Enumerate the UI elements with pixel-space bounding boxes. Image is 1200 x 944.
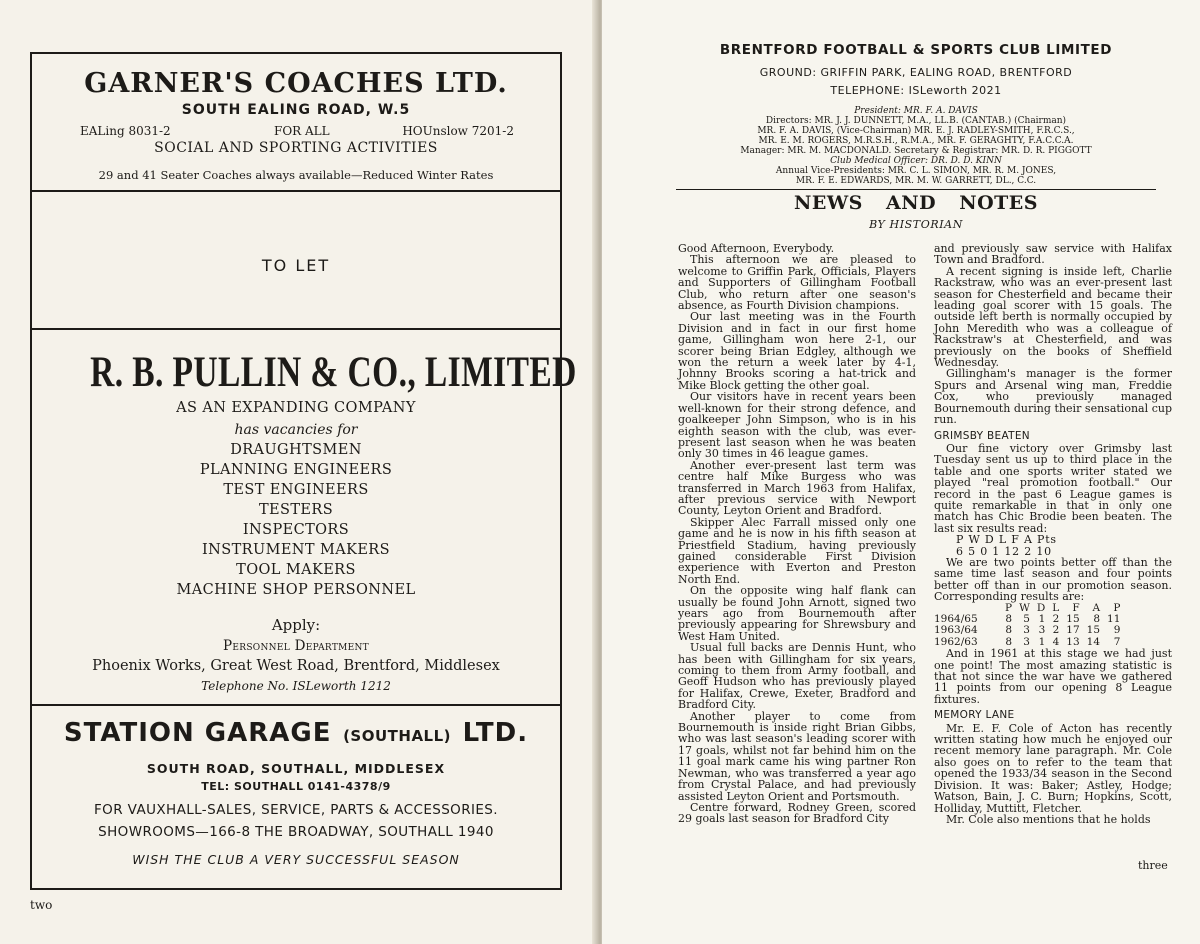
header-divider <box>676 189 1156 190</box>
results-cell: 2 <box>1052 613 1060 625</box>
pullin-title: R. B. PULLIN & CO., LIMITED <box>90 349 577 396</box>
official-line: MR. E. M. ROGERS, M.R.S.H., R.M.A., MR. F. GERAGHTY, F.A.C.C.A. <box>758 136 1074 146</box>
results-cell: 11 <box>1107 613 1121 625</box>
station-title-a: STATION GARAGE <box>63 718 332 748</box>
last-six-header: P W D L F A Pts <box>956 533 1057 547</box>
results-cell: 8 <box>1005 613 1013 625</box>
paragraph: On the opposite wing half flank can usually be found John Arnott, signed two years ago from Bournemouth after previously appearing for Shrewsbury and West Ham United. <box>678 584 916 643</box>
garner-seater: 29 and 41 Seater Coaches always available—Reduced Winter Rates <box>98 168 494 182</box>
results-header-cell: L <box>1052 601 1060 614</box>
pullin-telephone: Telephone No. ISLeworth 1212 <box>201 679 391 693</box>
official-line: Directors: MR. J. J. DUNNETT, M.A., LL.B. (CANTAB.) (Chairman) <box>765 116 1067 126</box>
left-page <box>0 0 598 944</box>
results-header-cell: D <box>1036 601 1046 614</box>
station-address: SOUTH ROAD, SOUTHALL, MIDDLESEX <box>146 761 446 776</box>
pullin-apply: Apply: <box>271 616 321 634</box>
pullin-job: TOOL MAKERS <box>236 562 356 578</box>
results-cell: 9 <box>1113 624 1121 637</box>
results-cell: 17 <box>1066 624 1080 637</box>
paragraph: Skipper Alec Farrall missed only one game and he is now in his fifth season at Priestfield Stadium, having previously gained considerable First Division experience with Everton and Preston North End. <box>678 515 916 586</box>
pullin-job: PLANNING ENGINEERS <box>199 462 393 478</box>
news-byline: BY HISTORIAN <box>869 218 963 231</box>
garner-phone-left: EALing 8031-2 <box>80 124 171 138</box>
results-header-cell: P <box>1113 601 1121 614</box>
paragraph: Our visitors have in recent years been well-known for their strong defence, and goalkeeper John Simpson, who is in his eighth season with the club, was ever-present last season when he was beaten only 30 times in 46 league games. <box>678 390 916 461</box>
pullin-works: Phoenix Works, Great West Road, Brentford, Middlesex <box>92 658 500 674</box>
club-ground: GROUND: GRIFFIN PARK, EALING ROAD, BRENTFORD <box>759 66 1073 79</box>
official-line: President: MR. F. A. DAVIS <box>854 106 978 116</box>
station-line-2: SHOWROOMS—166-8 THE BROADWAY, SOUTHALL 1940 <box>98 824 494 840</box>
last-six-values: 6 5 0 1 12 2 10 <box>956 544 1052 558</box>
garner-phone-mid: FOR ALL <box>274 124 330 138</box>
results-cell: 4 <box>1052 635 1060 648</box>
official-line: Club Medical Officer: DR. D. D. KINN <box>830 156 1002 166</box>
results-table <box>934 603 1120 649</box>
paragraph: Centre forward, Rodney Green, scored 29 goals last season for Bradford City <box>678 800 916 826</box>
results-cell: 15 <box>1086 624 1101 637</box>
station-tel: TEL: SOUTHALL 0141-4378/9 <box>201 780 391 793</box>
divider <box>32 190 560 192</box>
official-line: MR. F. E. EDWARDS, MR. M. W. GARRETT, DL., C.C. <box>795 176 1037 186</box>
divider <box>32 704 560 706</box>
results-cell: 8 <box>1005 624 1013 637</box>
paragraph: And in 1961 at this stage we had just one point! The most amazing statistic is that not since the war have we gathered 11 points from our opening 8 League fixtures. <box>934 647 1172 706</box>
results-season: 1963/64 <box>934 624 978 637</box>
advertisement-box <box>30 52 577 890</box>
paragraph: Our last meeting was in the Fourth Division and in fact in our first home game, Gillingham won here 2-1, our scorer being Brian Edgley, although we won the return a week later by 4-1, Johnny Brooks scoring a hat-trick and Mike Block getting the other goal. <box>678 310 916 392</box>
station-title-b: (SOUTHALL) <box>343 727 452 745</box>
results-cell: 1 <box>1038 613 1046 625</box>
results-header-cell: F <box>1072 601 1080 614</box>
results-cell: 3 <box>1038 624 1046 637</box>
results-cell: 7 <box>1113 635 1121 648</box>
garner-title: GARNER'S COACHES LTD. <box>84 68 508 99</box>
paragraph: Another ever-present last term was centre half Mike Burgess who was transferred in March 1963 from Halifax, after previous service with Newport County, Leyton Orient and Bradford. <box>678 458 916 518</box>
paragraph: Another player to come from Bournemouth is inside right Brian Gibbs, who was last season's leading scorer with 17 goals, whilst not far behind him on the 11 goal mark came his wing partner Ron Newman, who was transferred a year ago from Crystal Palace, and had previously assisted Leyton Orient and Portsmouth. <box>678 709 916 803</box>
station-title-c: LTD. <box>462 718 529 748</box>
results-season: 1964/65 <box>934 613 978 625</box>
garner-phone-right: HOUnslow 7201-2 <box>402 124 514 138</box>
pullin-job: INSPECTORS <box>242 522 350 538</box>
results-cell: 15 <box>1066 613 1080 625</box>
station-wish: WISH THE CLUB A VERY SUCCESSFUL SEASON <box>132 852 460 867</box>
pullin-job: MACHINE SHOP PERSONNEL <box>176 582 416 598</box>
section-heading-memory-lane: MEMORY LANE <box>934 709 1015 722</box>
paragraph: Good Afternoon, Everybody. <box>678 242 835 255</box>
results-cell: 2 <box>1052 624 1060 637</box>
paragraph: A recent signing is inside left, Charlie Rackstraw, who was an ever-present last season for Chesterfield and became their leading goal scorer with 15 goals. The outside left berth is normally occupied by John Meredith who was a colleague of Rackstraw's at Chesterfield, and was previously on the books of Sheffield Wednesday. <box>934 264 1172 370</box>
pullin-job: INSTRUMENT MAKERS <box>202 542 390 558</box>
results-header-cell: A <box>1092 601 1101 614</box>
news-title: NEWS AND NOTES <box>794 192 1038 214</box>
paragraph: Gillingham's manager is the former Spurs and Arsenal wing man, Freddie Cox, who previously managed Bournemouth during their sensational cup run. <box>934 367 1172 427</box>
results-cell: 8 <box>1093 613 1101 625</box>
results-season: 1962/63 <box>934 635 978 648</box>
paragraph: Usual full backs are Dennis Hunt, who has been with Gillingham for six years, coming to them from Army football, and Geoff Hudson who has previously played for Halifax, Crewe, Exeter, Bradford and Bradford City. <box>678 641 916 712</box>
to-let: TO LET <box>261 256 331 275</box>
pullin-expanding: AS AN EXPANDING COMPANY <box>176 400 416 416</box>
results-cell: 3 <box>1023 624 1030 637</box>
divider <box>32 328 560 330</box>
results-cell: 5 <box>1023 613 1030 625</box>
article-column-1 <box>678 243 916 825</box>
club-name: BRENTFORD FOOTBALL & SPORTS CLUB LIMITED <box>719 42 1113 58</box>
results-cell: 14 <box>1086 635 1101 648</box>
results-cell: 3 <box>1023 635 1030 648</box>
article-column-2 <box>934 243 1172 825</box>
garner-address: SOUTH EALING ROAD, W.5 <box>181 102 411 118</box>
results-header-cell: P <box>1005 601 1013 614</box>
paragraph: Mr. Cole also mentions that he holds <box>946 812 1151 826</box>
pullin-job: TESTERS <box>258 502 334 518</box>
pullin-job: TEST ENGINEERS <box>223 482 369 498</box>
paragraph: This afternoon we are pleased to welcome to Griffin Park, Officials, Players and Supporters of Gillingham Football Club, who return after one season's absence, as Fourth Division champions. <box>678 253 916 313</box>
paragraph: and previously saw service with Halifax Town and Bradford. <box>934 242 1172 267</box>
club-telephone: TELEPHONE: ISLeworth 2021 <box>830 84 1002 97</box>
pullin-vacancies: has vacancies for <box>234 422 358 438</box>
paragraph: Our fine victory over Grimsby last Tuesday sent us up to third place in the table and one sports writer stated we played "real promotion football." Our record in the past 6 League games is quite remarkable in that in only one match has Chic Brodie been beaten. The last six results read: <box>934 441 1172 535</box>
pullin-job: DRAUGHTSMEN <box>230 442 362 458</box>
right-page <box>602 0 1200 944</box>
station-line-1: FOR VAUXHALL-SALES, SERVICE, PARTS & ACCESSORIES. <box>94 802 498 818</box>
results-cell: 8 <box>1005 635 1013 648</box>
official-line: Annual Vice-Presidents: MR. C. L. SIMON, MR. R. M. JONES, <box>775 166 1057 176</box>
results-header-cell: W <box>1019 601 1030 614</box>
station-title <box>32 718 560 748</box>
results-cell: 13 <box>1066 635 1080 648</box>
results-cell: 1 <box>1038 635 1046 648</box>
official-line: MR. F. A. DAVIS, (Vice-Chairman) MR. E. J. RADLEY-SMITH, F.R.C.S., <box>757 126 1075 136</box>
page-number-right: three <box>1138 859 1168 872</box>
official-line: Manager: MR. M. MACDONALD. Secretary & Registrar: MR. D. R. PIGGOTT <box>740 146 1092 156</box>
paragraph: We are two points better off than the same time last season and four points better off than in our promotion season. Corresponding results are: <box>934 555 1172 604</box>
section-heading-grimsby: GRIMSBY BEATEN <box>934 429 1030 442</box>
garner-social: SOCIAL AND SPORTING ACTIVITIES <box>154 140 438 156</box>
pullin-department: Personnel Department <box>223 638 369 654</box>
paragraph: Mr. E. F. Cole of Acton has recently written stating how much he enjoyed our recent memory lane paragraph. Mr. Cole also goes on to refer to the team that opened the 1933/34 season in the Second Division. It was: Baker; Astley, Hodge; Watson, Bain, J. C. Burn; Hopkins, Scott, Holliday, Muttitt, Fletcher. <box>934 721 1172 815</box>
page-number-left: two <box>30 898 53 912</box>
